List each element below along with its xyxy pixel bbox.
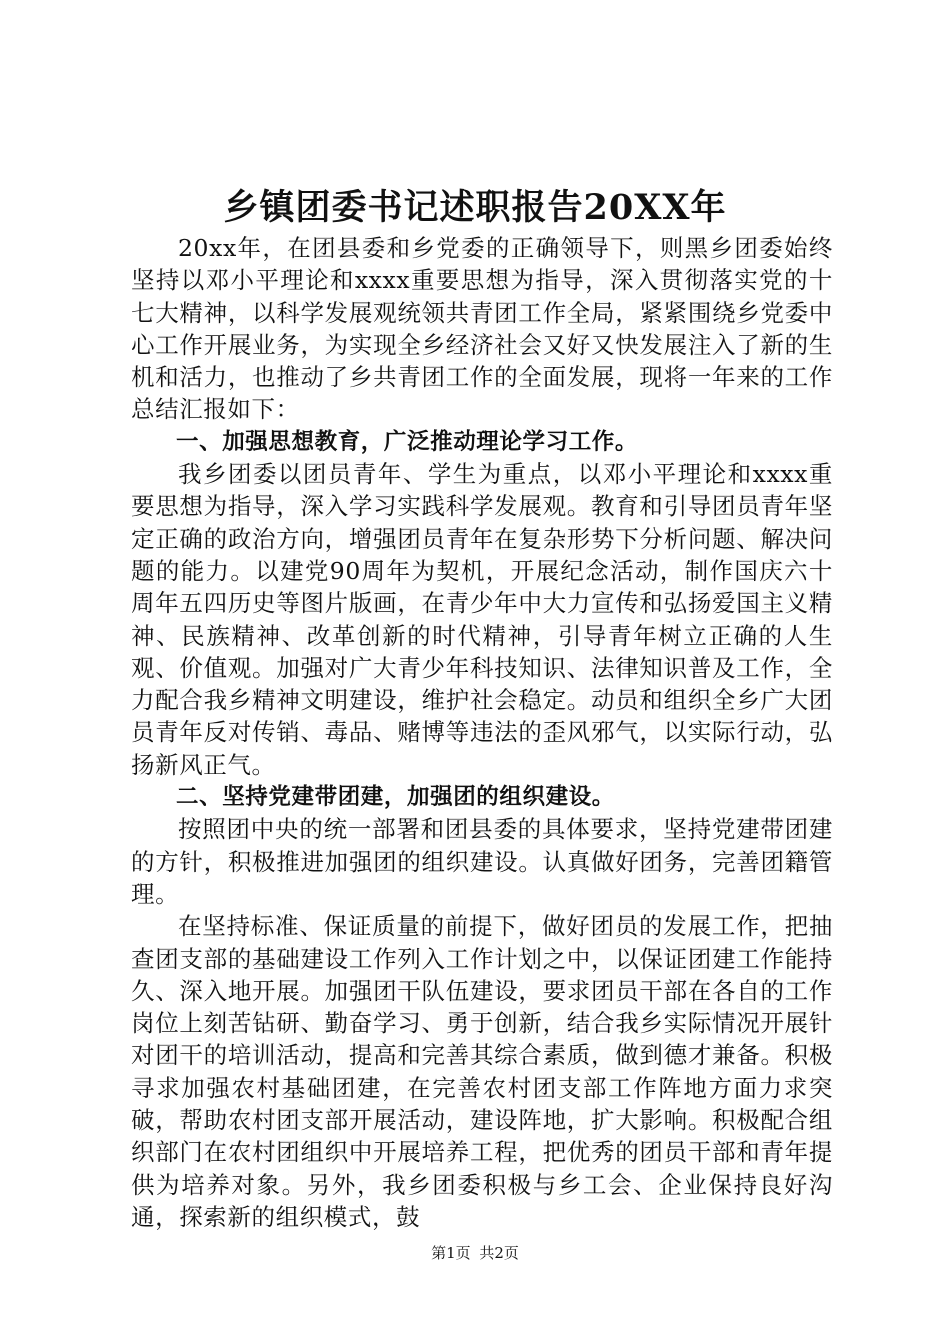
intro-paragraph: 20xx年，在团县委和乡党委的正确领导下，则黑乡团委始终坚持以邓小平理论和xxxx重要思想为指导，深入贯彻落实党的十七大精神，以科学发展观统领共青团工作全局，紧紧围绕乡党委中心工作开展业务，为实现全乡经济社会又好又快发展注入了新的生机和活力，也推动了乡共青团工作的全面发展，现将一年来的工作总结汇报如下： xyxy=(131,234,833,424)
page-footer: 第1页 共2页 xyxy=(431,1244,519,1262)
document-title: 乡镇团委书记述职报告20XX年 xyxy=(223,187,727,228)
section-2-paragraph-1: 按照团中央的统一部署和团县委的具体要求，坚持党建带团建的方针，积极推进加强团的组织建设。认真做好团务，完善团籍管理。 xyxy=(131,815,833,908)
document-body xyxy=(131,232,833,1233)
section-heading-1: 一、加强思想教育，广泛推动理论学习工作。 xyxy=(176,428,639,455)
section-1-paragraph: 我乡团委以团员青年、学生为重点，以邓小平理论和xxxx重要思想为指导，深入学习实践科学发展观。教育和引导团员青年坚定正确的政治方向，增强团员青年在复杂形势下分析问题、解决问题的能力。以建党90周年为契机，开展纪念活动，制作国庆六十周年五四历史等图片版画，在青少年中大力宣传和弘扬爱国主义精神、民族精神、改革创新的时代精神，引导青年树立正确的人生观、价值观。加强对广大青少年科技知识、法律知识普及工作，全力配合我乡精神文明建设，维护社会稳定。动员和组织全乡广大团员青年反对传销、毒品、赌博等违法的歪风邪气，以实际行动，弘扬新风正气。 xyxy=(131,460,833,779)
section-2-paragraph-2: 在坚持标准、保证质量的前提下，做好团员的发展工作，把抽查团支部的基础建设工作列入工作计划之中，以保证团建工作能持久、深入地开展。加强团干队伍建设，要求团员干部在各自的工作岗位上刻苦钻研、勤奋学习、勇于创新，结合我乡实际情况开展针对团干的培训活动，提高和完善其综合素质，做到德才兼备。积极寻求加强农村基础团建，在完善农村团支部工作阵地方面力求突破，帮助农村团支部开展活动，建设阵地，扩大影响。积极配合组织部门在农村团组织中开展培养工程，把优秀的团员干部和青年提供为培养对象。另外，我乡团委积极与乡工会、企业保持良好沟通，探索新的组织模式，鼓 xyxy=(131,912,833,1231)
section-heading-2: 二、坚持党建带团建，加强团的组织建设。 xyxy=(176,784,615,811)
